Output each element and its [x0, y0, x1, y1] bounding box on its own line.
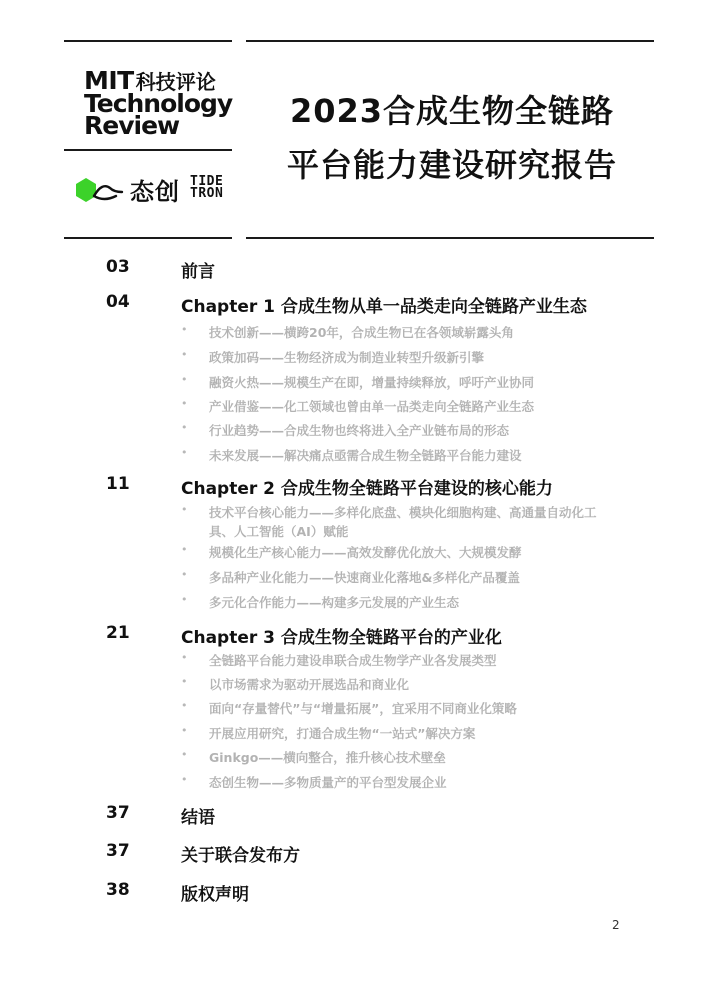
bullet-icon: • — [181, 348, 188, 361]
toc-page-number: 11 — [106, 474, 130, 494]
bullet-icon: • — [181, 421, 188, 434]
bullet-icon: • — [181, 675, 188, 688]
bullet-icon: • — [181, 543, 188, 556]
toc-page-number: 37 — [106, 803, 130, 823]
bullet-icon: • — [181, 503, 188, 516]
header-rule-left-top — [64, 40, 232, 42]
toc-entry-label: 前言 — [181, 262, 215, 282]
page-number: 2 — [612, 918, 620, 932]
toc-entry-label: Chapter 1 合成生物从单一品类走向全链路产业生态 — [181, 297, 587, 317]
bullet-icon: • — [181, 748, 188, 761]
toc-page-number: 38 — [106, 880, 130, 900]
toc-entry-label: 关于联合发布方 — [181, 846, 300, 866]
header-rule-right-top — [246, 40, 654, 42]
toc-entry-label: 版权声明 — [181, 885, 249, 905]
mit-technology-review-logo: MIT 科技评论 Technology Review — [84, 66, 233, 140]
toc-page-number: 04 — [106, 292, 130, 312]
bullet-icon: • — [181, 373, 188, 386]
toc-page-number: 37 — [106, 841, 130, 861]
bullet-icon: • — [181, 724, 188, 737]
report-title: 2023合成生物全链路 平台能力建设研究报告 — [286, 92, 617, 184]
bullet-icon: • — [181, 699, 188, 712]
bullet-icon: • — [181, 397, 188, 410]
toc-page-number: 21 — [106, 623, 130, 643]
bullet-icon: • — [181, 323, 188, 336]
bullet-icon: • — [181, 651, 188, 664]
toc-entry-label: Chapter 2 合成生物全链路平台建设的核心能力 — [181, 479, 553, 499]
header-rule-left-middle — [64, 149, 232, 151]
toc-entry-label: 结语 — [181, 808, 215, 828]
header-rule-left-bottom — [64, 237, 232, 239]
tidetron-mark-icon — [72, 174, 124, 204]
bullet-icon: • — [181, 446, 188, 459]
toc-entry-label: Chapter 3 合成生物全链路平台的产业化 — [181, 628, 502, 648]
bullet-icon: • — [181, 593, 188, 606]
tidetron-logo: 态创 TIDE TRON — [72, 170, 242, 206]
bullet-icon: • — [181, 568, 188, 581]
toc-page-number: 03 — [106, 257, 130, 277]
header-rule-right-bottom — [246, 237, 654, 239]
bullet-icon: • — [181, 773, 188, 786]
